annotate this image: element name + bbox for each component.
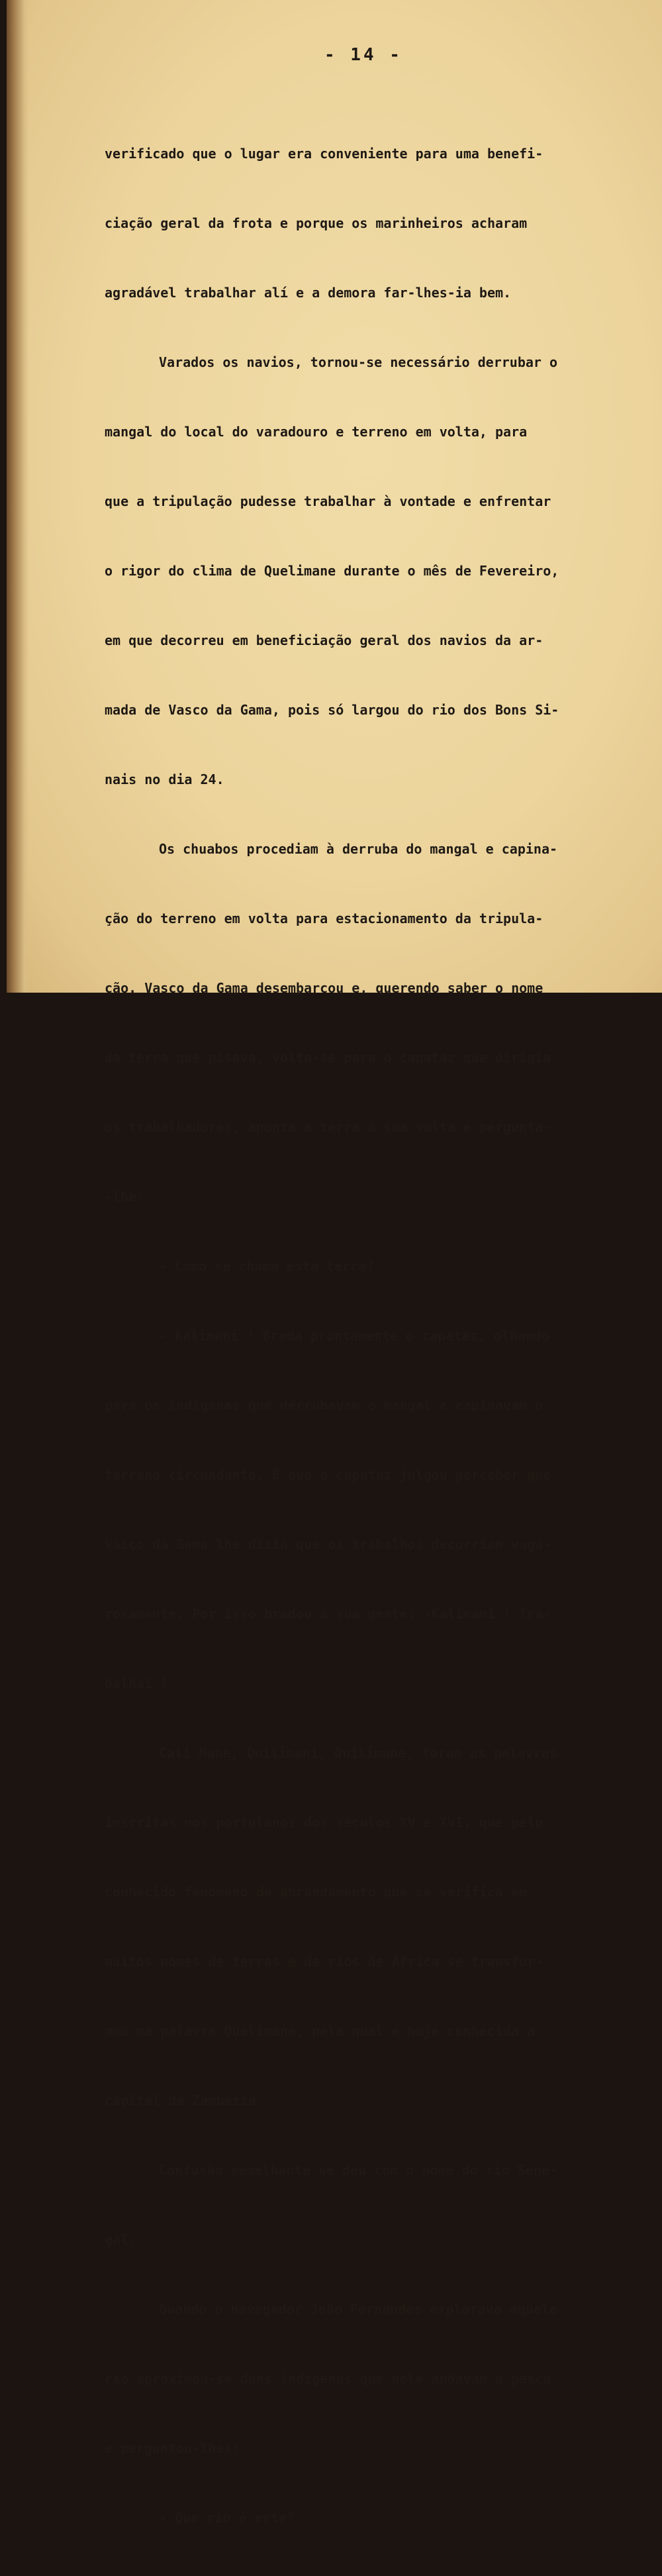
paragraph-start-line: Varados os navios, tornou-se necessário derrubar o (159, 354, 558, 370)
page-binding-edge (7, 0, 29, 993)
text-line: ção. Vasco da Gama desembarcou e, querendo saber o nome (105, 980, 544, 996)
text-line: ciação geral da frota e porque os marinheiros acharam (105, 215, 528, 231)
paragraph-start-line: Confusão semelhante se deu com o nome do rio Sene- (159, 2162, 558, 2178)
dialogue-line: - Que rio é este? (159, 2510, 295, 2526)
text-line: balhai ! (105, 1675, 169, 1691)
text-line: que a tripulação pudesse trabalhar à vontade e enfrentar (105, 493, 551, 509)
text-line: terreno circundante. É que o capataz julgou perceber que (105, 1467, 551, 1483)
text-line: mangal do local do varadouro e terreno em volta, para (105, 424, 528, 440)
text-line: ção do terreno em volta para estacionamento da tripula- (105, 911, 544, 926)
text-line: o rigor do clima de Quelimane durante o mês de Fevereiro, (105, 563, 559, 579)
text-line: nais no dia 24. (105, 771, 224, 787)
text-line: agradável trabalhar alí e a demora far-lhes-ia bem. (105, 285, 512, 301)
text-line: conhecido fenómeno de abrandamento que se verifica em (105, 1884, 528, 1900)
paragraph-start-line: Os chuabos procediam à derruba do mangal e capina- (159, 841, 558, 857)
text-line: verificado que o lugar era conveniente para uma benefi- (105, 146, 544, 162)
text-line: capital da Zambézia. (105, 2093, 264, 2108)
text-line: mada de Vasco da Gama, pois só largou do rio dos Bons Si- (105, 702, 559, 718)
paragraph-start-line: Cali Mane, Quilimani, Quilimane, foram as palavras (159, 1745, 558, 1761)
text-line: rosamente. Por isso bradou à sua gente: -Kalimani ! Tra- (105, 1606, 551, 1622)
text-line: para os indígenas que derrubavam o mangal e capinavam o (105, 1397, 544, 1413)
text-line: gal. (105, 2232, 137, 2248)
document-page (7, 0, 662, 2526)
text-line: mou na palavra Quelimane, pela qual é hoje conhecida a (105, 2023, 536, 2039)
body-text (105, 96, 634, 2576)
text-line: inscritas nos portulanos dos séculos XV e XVI, que pelo (105, 1814, 544, 1830)
text-line: muitos nomes de terras e de rios de África se transfor- (105, 1954, 544, 1969)
dialogue-line: - Kalimani ! Brada prontamente o capataz, olhando (159, 1328, 550, 1344)
text-line: rio aproximou-se duns indígenas que nele andavam à pesca (105, 2371, 551, 2387)
text-line: os trabalhadores, aponta a terra à sua volta e pergunta- (105, 1119, 551, 1135)
text-line: -lhe: (105, 1189, 145, 1205)
page-number: - 14 - (324, 45, 402, 65)
text-line: e perguntou-lhes: (105, 2440, 240, 2456)
text-line: da terra que pisava, volta-se para o capataz que dirigia (105, 1050, 551, 1065)
paragraph-start-line: Quando o navegador João Fernandes explorava aquele (159, 2301, 558, 2317)
dialogue-line: - Como se chama esta terra? (159, 1258, 375, 1274)
text-line: em que decorreu em beneficiação geral dos navios da ar- (105, 632, 544, 648)
text-line: Vasco da Gama lhe dizia que os trabalhos decorriam vaga- (105, 1536, 551, 1552)
